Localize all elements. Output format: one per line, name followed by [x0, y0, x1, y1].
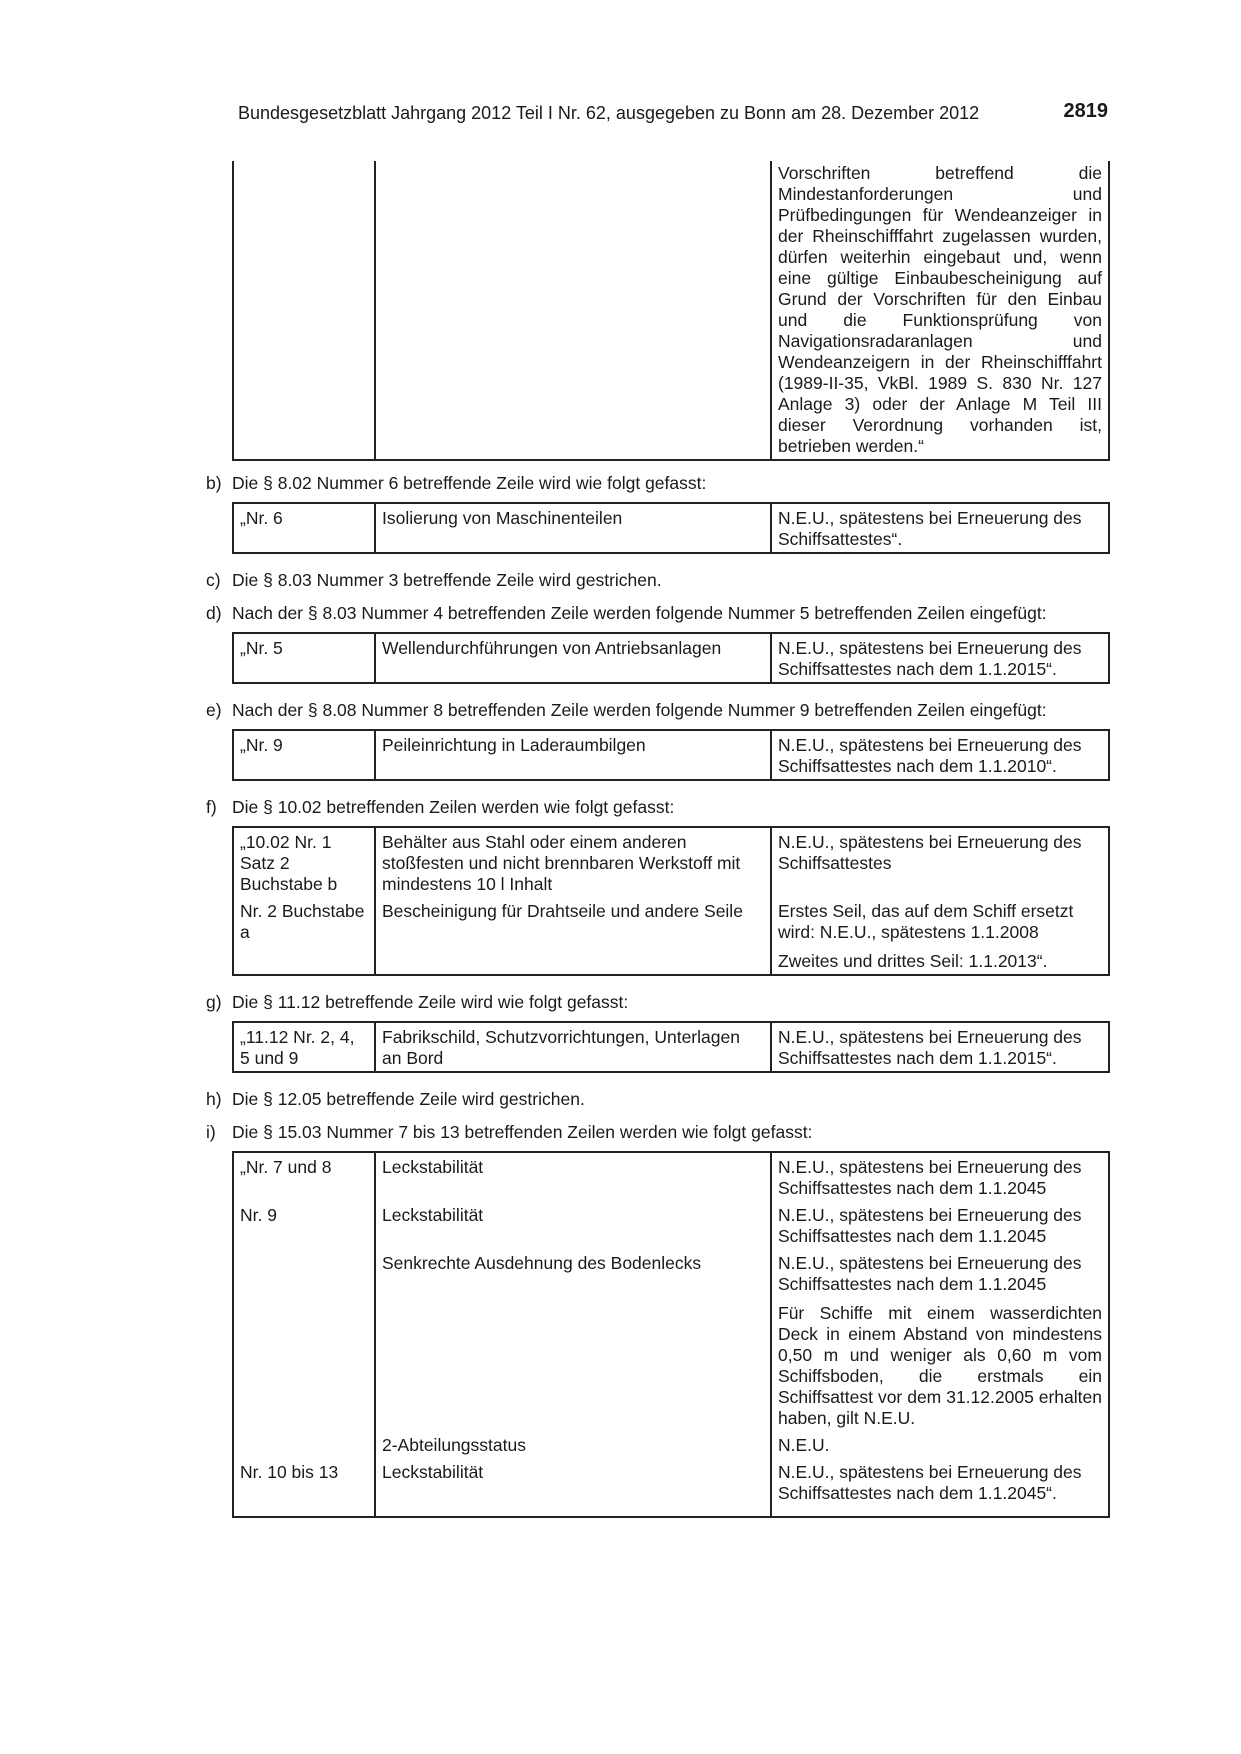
amendment-table: [232, 502, 1110, 554]
amendment-table: [232, 632, 1110, 684]
amendment-table: [232, 729, 1110, 781]
table-row: 2-Abteilungsstatus N.E.U.: [233, 1431, 1109, 1458]
table-row: Nr. 9 Leckstabilität N.E.U., spätestens bei Erneuerung des Schiffsattestes nach dem 1.1.2045: [233, 1201, 1109, 1249]
table-row: „Nr. 9 Peileinrichtung in Laderaumbilgen N.E.U., spätestens bei Erneuerung des Schiffsattestes nach dem 1.1.2010“.: [233, 730, 1109, 780]
running-title: Bundesgesetzblatt Jahrgang 2012 Teil I Nr. 62, ausgegeben zu Bonn am 28. Dezember 2012: [238, 103, 980, 123]
list-item: h) Die § 12.05 betreffende Zeile wird gestrichen.: [206, 1089, 585, 1109]
table-row: Nr. 2 Buchstabe a Bescheinigung für Drahtseile und andere Seile Erstes Seil, das auf dem Schiff ersetzt wird: N.E.U., spätestens 1.1.2008 Zweites und drittes Seil: 1.1.2013“.: [233, 897, 1109, 975]
page-number: 2819: [1063, 100, 1108, 122]
list-item: d) Nach der § 8.03 Nummer 4 betreffenden Zeile werden folgende Nummer 5 betreffenden Zeilen eingefügt:: [206, 603, 1047, 623]
table-row: Senkrechte Ausdehnung des Bodenlecks N.E.U., spätestens bei Erneuerung des Schiffsattestes nach dem 1.1.2045 Für Schiffe mit einem wasserdichten Deck in einem Abstand von mindestens 0,50 m und weniger als 0,60 m vom Schiffsboden, die erstmals ein Schiffsattest vor dem 31.12.2005 erhalten haben, gilt N.E.U.: [233, 1249, 1109, 1431]
amendment-table: [232, 826, 1110, 976]
table-row: „Nr. 6 Isolierung von Maschinenteilen N.E.U., spätestens bei Erneuerung des Schiffsattestes“.: [233, 503, 1109, 553]
list-item: b) Die § 8.02 Nummer 6 betreffende Zeile wird wie folgt gefasst:: [206, 473, 707, 493]
table-row: „11.12 Nr. 2, 4, 5 und 9 Fabrikschild, Schutzvorrichtungen, Unterlagen an Bord N.E.U., spätestens bei Erneuerung des Schiffsattestes nach dem 1.1.2015“.: [233, 1022, 1109, 1072]
table-row: Nr. 10 bis 13 Leckstabilität N.E.U., spätestens bei Erneuerung des Schiffsattestes nach dem 1.1.2045“.: [233, 1458, 1109, 1517]
list-item: i) Die § 15.03 Nummer 7 bis 13 betreffenden Zeilen werden wie folgt gefasst:: [206, 1122, 813, 1142]
table-row: „Nr. 7 und 8 Leckstabilität N.E.U., spätestens bei Erneuerung des Schiffsattestes nach dem 1.1.2045: [233, 1152, 1109, 1201]
list-item: e) Nach der § 8.08 Nummer 8 betreffenden Zeile werden folgende Nummer 9 betreffenden Zeilen eingefügt:: [206, 700, 1047, 720]
continued-table: [232, 161, 1110, 461]
table-cell: [233, 161, 375, 460]
amendment-table: [232, 1151, 1110, 1518]
list-item: f) Die § 10.02 betreffenden Zeilen werden wie folgt gefasst:: [206, 797, 675, 817]
list-item: g) Die § 11.12 betreffende Zeile wird wie folgt gefasst:: [206, 992, 629, 1012]
table-row: „Nr. 5 Wellendurchführungen von Antriebsanlagen N.E.U., spätestens bei Erneuerung des Schiffsattestes nach dem 1.1.2015“.: [233, 633, 1109, 683]
list-item: c) Die § 8.03 Nummer 3 betreffende Zeile wird gestrichen.: [206, 570, 662, 590]
table-row: „10.02 Nr. 1 Satz 2 Buchstabe b Behälter aus Stahl oder einem anderen stoßfesten und nicht brennbaren Werkstoff mit mindestens 10 l Inhalt N.E.U., spätestens bei Erneuerung des Schiffsattestes: [233, 827, 1109, 897]
page-header: [238, 100, 1108, 132]
table-cell: [375, 161, 771, 460]
table-cell: Vorschriften betreffend die Mindestanforderungen und Prüfbedingungen für Wendeanzeiger in der Rheinschifffahrt zugelassen wurden, dürfen weiterhin eingebaut und, wenn eine gültige Einbaubescheinigung auf Grund der Vorschriften für den Einbau und die Funktionsprüfung von Navigationsradaranlagen und Wendeanzeigern in der Rheinschifffahrt (1989-II-35, VkBl. 1989 S. 830 Nr. 127 Anlage 3) oder der Anlage M Teil III dieser Verordnung vorhanden ist, betrieben werden.“: [771, 161, 1109, 460]
amendment-table: [232, 1021, 1110, 1073]
document-body: [200, 161, 1108, 1518]
